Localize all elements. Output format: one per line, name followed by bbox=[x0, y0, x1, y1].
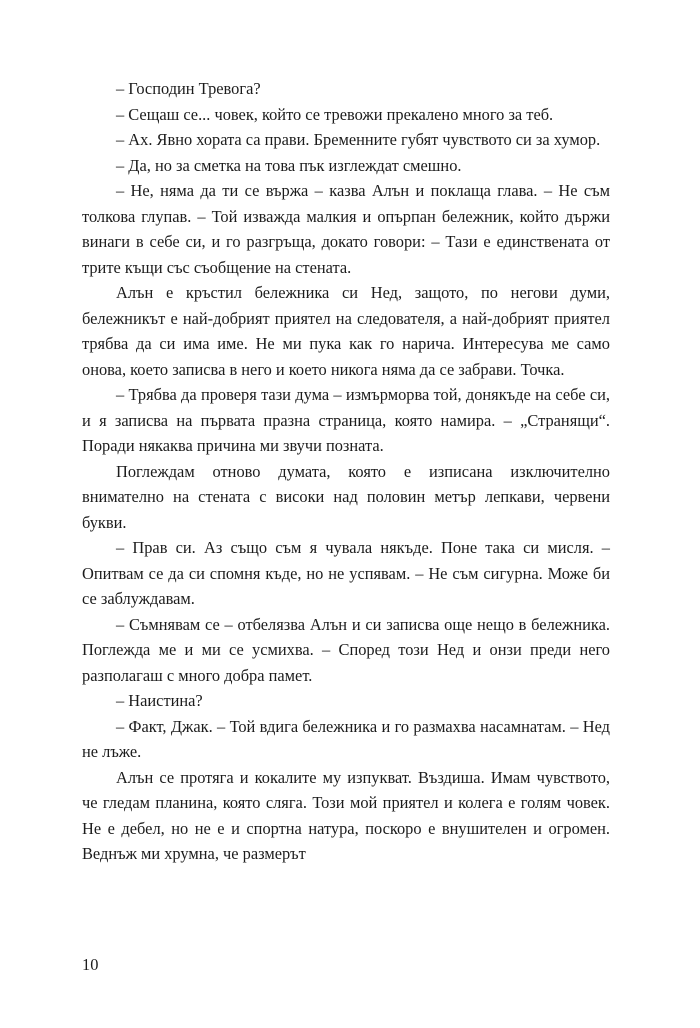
paragraph: – Не, няма да ти се вържа – казва Алън и поклаща глава. – Не съм толкова глупав. – Той изважда малкия и опърпан бележник, който държи винаги в себе си, и го разгръща, докато говори: – Тази е единствената от трите къщи със съобщение на стената. bbox=[82, 181, 610, 277]
paragraph: – Сещаш се... човек, който се тревожи прекалено много за теб. bbox=[116, 104, 554, 124]
paragraph: Алън се протяга и кокалите му изпукват. Въздиша. Имам чувството, че гледам планина, която сляга. Този мой приятел и колега е голям човек. Не е дебел, но не е и спортна натура, поскоро е внушителен и огромен. Веднъж ми хрумна, че размерът bbox=[82, 767, 610, 863]
paragraph: – Трябва да проверя тази дума – измърморва той, донякъде на себе си, и я записва на първата празна страница, която намира. – „Странящи“. Поради някаква причина ми звучи позната. bbox=[82, 385, 610, 455]
paragraph: – Господин Тревога? bbox=[116, 79, 261, 98]
paragraph: – Съмнявам се – отбелязва Алън и си записва още нещо в бележника. Поглежда ме и ми се усмихва. – Според този Нед и онзи преди него разполагаш с много добра памет. bbox=[82, 614, 610, 685]
paragraph: Поглеждам отново думата, която е изписана изключително внимателно на стената с високи над половин метър лепкави, червени букви. bbox=[82, 461, 610, 532]
page-body-text bbox=[82, 76, 610, 867]
paragraph: Алън е кръстил бележника си Нед, защото, по негови думи, бележникът е най-добрият приятел на следователя, а най-добрият приятел трябва да си има име. Не ми пука как го нарича. Интересува ме само онова, което записва в него и което никога няма да се забрави. Точка. bbox=[82, 283, 610, 379]
paragraph: – Ах. Явно хората са прави. Бременните губят чувството си за хумор. bbox=[116, 130, 601, 149]
page-number: 10 bbox=[82, 955, 99, 974]
paragraph: – Факт, Джак. – Той вдига бележника и го размахва насамнатам. – Нед не лъже. bbox=[82, 716, 610, 761]
paragraph: – Наистина? bbox=[116, 691, 203, 710]
paragraph: – Да, но за сметка на това пък изглеждат смешно. bbox=[116, 155, 462, 175]
paragraph: – Прав си. Аз също съм я чувала някъде. Поне така си мисля. – Опитвам се да си спомня къде, но не успявам. – Не съм сигурна. Може би се заблуждавам. bbox=[82, 538, 610, 608]
